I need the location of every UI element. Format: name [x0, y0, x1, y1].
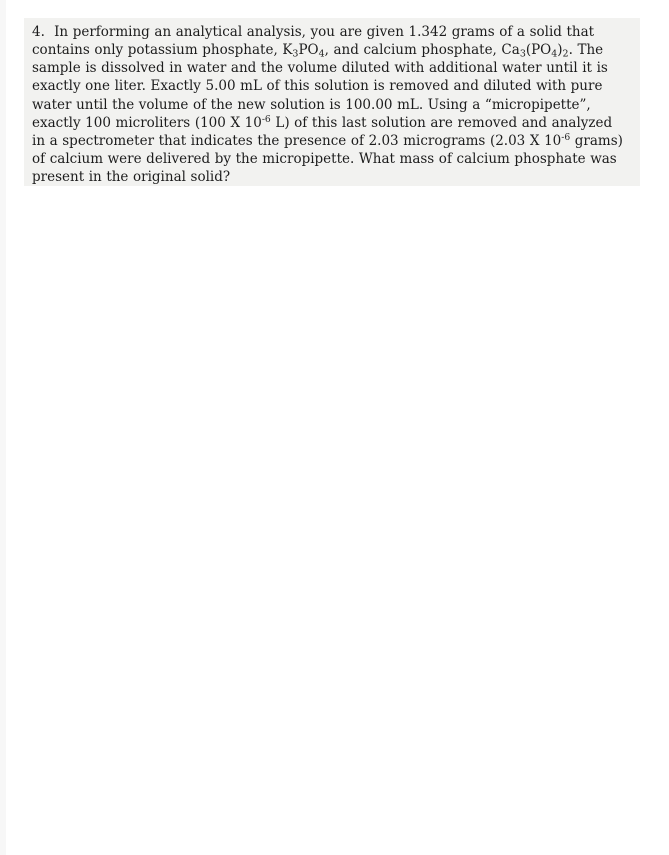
problem-line-7-rest: grams) [570, 132, 623, 149]
formula-ca-po-sub: 4 [551, 48, 558, 60]
problem-number: 4. [32, 24, 45, 40]
formula-po-sub: 4 [318, 48, 325, 60]
problem-line-1 [32, 23, 640, 41]
problem-line-2-end: . The [568, 42, 604, 59]
formula-ca-close-sub: 2 [562, 48, 569, 60]
micro-exponent: -6 [261, 113, 271, 125]
problem-line-9: present in the original solid? [32, 169, 231, 186]
problem-line-2-text: contains only potassium phosphate, [32, 42, 283, 59]
problem-line-6-rest: L) of this last solution are removed and analyzed [270, 114, 613, 131]
problem-line-1-text: In performing an analytical analysis, you are given 1.342 grams of a solid that [54, 24, 595, 40]
page-edge-shading [0, 0, 6, 855]
problem-line-7-text: in a spectrometer that indicates the presence of 2.03 micrograms (2.03 X 10 [32, 132, 562, 149]
problem-line-6 [32, 114, 640, 132]
formula-po: PO [298, 42, 319, 59]
formula-ca-po: (PO [525, 42, 552, 59]
problem-line-5: water until the volume of the new solution is 100.00 mL. Using a “micropipette”, [32, 96, 591, 113]
formula-k: K [282, 42, 293, 59]
problem-text [32, 23, 640, 186]
problem-line-8: of calcium were delivered by the micropipette. What mass of calcium phosphate was [32, 150, 617, 167]
problem-line-4: exactly one liter. Exactly 5.00 mL of this solution is removed and diluted with pure [32, 78, 603, 95]
problem-line-3: sample is dissolved in water and the volume diluted with additional water until it is [32, 60, 608, 77]
formula-ca-close: ) [557, 42, 563, 59]
formula-ca-sub: 3 [519, 48, 526, 60]
problem-line-2 [32, 41, 640, 59]
problem-line-6-text: exactly 100 microliters (100 X 10 [32, 114, 262, 131]
problem-line-7 [32, 132, 640, 150]
problem-line-2-rest: , and calcium phosphate, Ca [324, 42, 520, 59]
grams-exponent: -6 [561, 131, 571, 143]
formula-k3po4 [282, 42, 324, 58]
formula-k-sub: 3 [292, 48, 299, 60]
